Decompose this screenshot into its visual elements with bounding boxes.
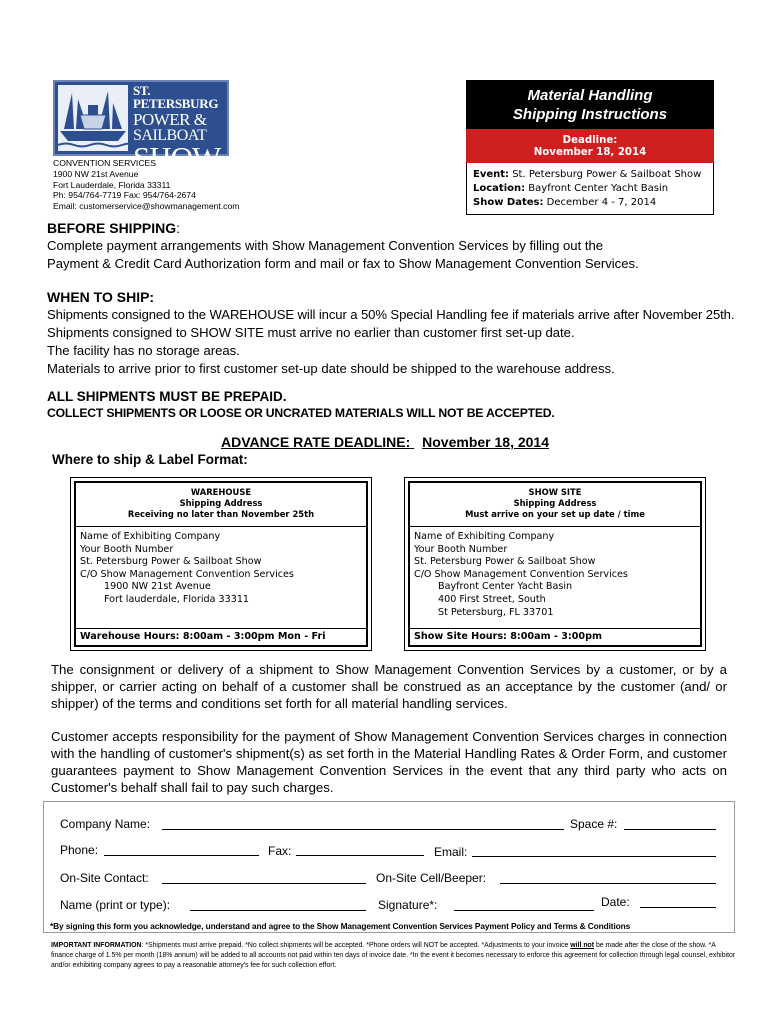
warehouse-note: Receiving no later than November 25th: [127, 509, 315, 519]
when-to-ship-heading: WHEN TO SHIP:: [47, 289, 155, 305]
print-name-label: Name (print or type):: [60, 898, 171, 912]
logo-line-3: SAILBOAT: [133, 127, 207, 144]
show-site-label-format: [410, 527, 700, 619]
show-site-venue: Bayfront Center Yacht Basin: [438, 581, 573, 593]
important-label: IMPORTANT INFORMATION: [51, 942, 142, 949]
onsite-cell-label: On-Site Cell/Beeper:: [376, 871, 487, 885]
contact-dept: CONVENTION SERVICES: [53, 158, 156, 168]
advance-rate-deadline: [0, 434, 770, 450]
deadline-label: Deadline:: [562, 135, 618, 146]
warehouse-box-header: [76, 483, 366, 527]
form-title: [466, 80, 714, 129]
show-dates-label: Show Dates:: [473, 197, 544, 208]
sailboat-ship-icon: [58, 85, 128, 151]
event-label: Event:: [473, 169, 510, 180]
signature-label: Signature*:: [378, 898, 438, 912]
when-to-ship-line-4: Materials to arrive prior to first customer set-up date should be shipped to the warehouse address.: [47, 361, 615, 376]
date-field[interactable]: [640, 907, 716, 908]
show-site-line: C/O Show Management Convention Services: [414, 568, 628, 580]
important-text-a: : *Shipments must arrive prepaid. *No collect shipments will be accepted. *Phone orders will NOT be accepted. *Adjustments to your invoice: [141, 942, 571, 949]
deadline-date: November 18, 2014: [533, 147, 647, 158]
signature-field[interactable]: [454, 910, 594, 911]
space-number-label: Space #:: [570, 817, 618, 831]
consignment-terms-text: The consignment or delivery of a shipment to Show Management Convention Services by a customer, or by a shipper, or carrier acting on behalf of a customer shall be construed as an acceptance by the customer (and/ or shipper) of the terms and conditions set forth for all material handling services.: [51, 662, 727, 711]
date-label: Date:: [601, 895, 630, 909]
show-site-city: St Petersburg, FL 33701: [438, 606, 554, 618]
when-to-ship-section: [47, 288, 737, 378]
onsite-contact-label: On-Site Contact:: [60, 871, 149, 885]
company-name-field[interactable]: [162, 829, 564, 830]
onsite-contact-field[interactable]: [162, 883, 366, 884]
show-site-title: SHOW SITE: [528, 487, 582, 497]
warehouse-hours: Warehouse Hours: 8:00am - 3:00pm Mon - Fri: [76, 628, 366, 645]
payment-responsibility-terms: [51, 728, 727, 796]
consignment-terms: [51, 661, 727, 712]
email-field[interactable]: [472, 856, 716, 857]
phone-field[interactable]: [104, 855, 259, 856]
show-site-note: Must arrive on your set up date / time: [465, 509, 645, 519]
form-title-line-1: Material Handling: [527, 87, 653, 104]
customer-signature-form: [43, 801, 735, 933]
signature-acknowledgement: *By signing this form you acknowledge, understand and agree to the Show Management Convention Services Payment Policy and Terms & Conditions: [50, 921, 631, 931]
location-value: Bayfront Center Yacht Basin: [525, 183, 669, 194]
show-site-box-header: [410, 483, 700, 527]
before-shipping-heading: BEFORE SHIPPING: [47, 220, 177, 236]
contact-email[interactable]: Email: customerservice@showmanagement.com: [53, 201, 240, 212]
advance-rate-date: November 18, 2014: [422, 434, 549, 450]
show-site-address-box: [404, 477, 706, 651]
logo-line-4: SHOW: [133, 140, 221, 175]
deadline-banner: [466, 129, 714, 163]
show-site-line: St. Petersburg Power & Sailboat Show: [414, 556, 596, 568]
contact-street: 1900 NW 21st Avenue: [53, 168, 139, 179]
logo-line-1: ST. PETERSBURG: [133, 83, 219, 111]
show-dates-value: December 4 - 7, 2014: [543, 197, 657, 208]
header-box: [466, 80, 714, 215]
fax-label: Fax:: [268, 844, 292, 858]
onsite-cell-field[interactable]: [500, 883, 716, 884]
show-site-line: Your Booth Number: [414, 543, 508, 555]
warehouse-title: WAREHOUSE: [190, 487, 252, 497]
contact-phone: Ph: 954/764-7719 Fax: 954/764-2674: [53, 190, 196, 201]
before-shipping-line-2: Payment & Credit Card Authorization form and mail or fax to Show Management Convention Services.: [47, 256, 639, 271]
contact-city: Fort Lauderdale, Florida 33311: [53, 179, 171, 190]
warehouse-street: 1900 NW 21st Avenue: [104, 581, 211, 593]
when-to-ship-line-1: Shipments consigned to the WAREHOUSE will incur a 50% Special Handling fee if materials arrive after November 25th.: [47, 307, 735, 322]
show-site-line: Name of Exhibiting Company: [414, 531, 555, 542]
where-to-ship-heading: Where to ship & Label Format:: [52, 452, 248, 467]
before-shipping-line-1: Complete payment arrangements with Show Management Convention Services by filling out the: [47, 238, 604, 253]
when-to-ship-line-2: Shipments consigned to SHOW SITE must arrive no earlier than customer first set-up date.: [47, 325, 575, 340]
convention-services-contact: [53, 158, 239, 212]
prepaid-notice: ALL SHIPMENTS MUST BE PREPAID.: [47, 389, 287, 404]
location-label: Location:: [473, 183, 526, 194]
before-shipping-section: [47, 219, 737, 273]
event-info: [466, 163, 714, 215]
warehouse-line: Your Booth Number: [80, 543, 174, 555]
phone-label: Phone:: [60, 843, 99, 857]
space-number-field[interactable]: [624, 829, 716, 830]
when-to-ship-line-3: The facility has no storage areas.: [47, 343, 240, 358]
advance-rate-label: ADVANCE RATE DEADLINE:: [220, 434, 411, 450]
collect-shipments-notice: COLLECT SHIPMENTS OR LOOSE OR UNCRATED MATERIALS WILL NOT BE ACCEPTED.: [47, 406, 555, 420]
print-name-field[interactable]: [190, 910, 366, 911]
form-title-line-2: Shipping Instructions: [512, 106, 668, 123]
warehouse-address-box: [70, 477, 372, 651]
warehouse-city: Fort lauderdale, Florida 33311: [104, 593, 250, 605]
warehouse-subtitle: Shipping Address: [179, 498, 263, 508]
payment-responsibility-text: Customer accepts responsibility for the payment of Show Management Convention Services charges in connection with the handling of customer's shipment(s) as set forth in the Material Handling Rates & Order Form, and customer guarantees payment to Show Management Convention Services in the event that any third party who acts on Customer's behalf shall fail to pay such charges.: [51, 729, 727, 795]
important-emphasis: will not: [570, 942, 595, 949]
warehouse-line: St. Petersburg Power & Sailboat Show: [80, 556, 262, 568]
company-name-label: Company Name:: [60, 817, 151, 831]
warehouse-label-format: [76, 527, 366, 607]
fax-field[interactable]: [296, 855, 424, 856]
before-shipping-colon: :: [176, 220, 181, 236]
warehouse-line: C/O Show Management Convention Services: [80, 568, 294, 580]
important-information: [51, 941, 737, 971]
show-site-hours: Show Site Hours: 8:00am - 3:00pm: [410, 628, 700, 645]
important-text-b: be made after the close of the show. *A finance charge of 1.5% per month (18% annum) will be added to all accounts not paid within ten days of invoice date. *In the event it becomes necessary to enforce this agreement for collection through legal counsel, exhibitor and/or exhibiting company agrees to pay a reasonable attorney's fee for such collection effort.: [51, 942, 736, 969]
logo-line-2: POWER &: [133, 110, 207, 129]
show-site-subtitle: Shipping Address: [513, 498, 597, 508]
email-label: Email:: [434, 845, 468, 859]
show-site-street: 400 First Street, South: [438, 593, 546, 605]
warehouse-line: Name of Exhibiting Company: [80, 531, 221, 542]
event-value: St. Petersburg Power & Sailboat Show: [509, 169, 702, 180]
